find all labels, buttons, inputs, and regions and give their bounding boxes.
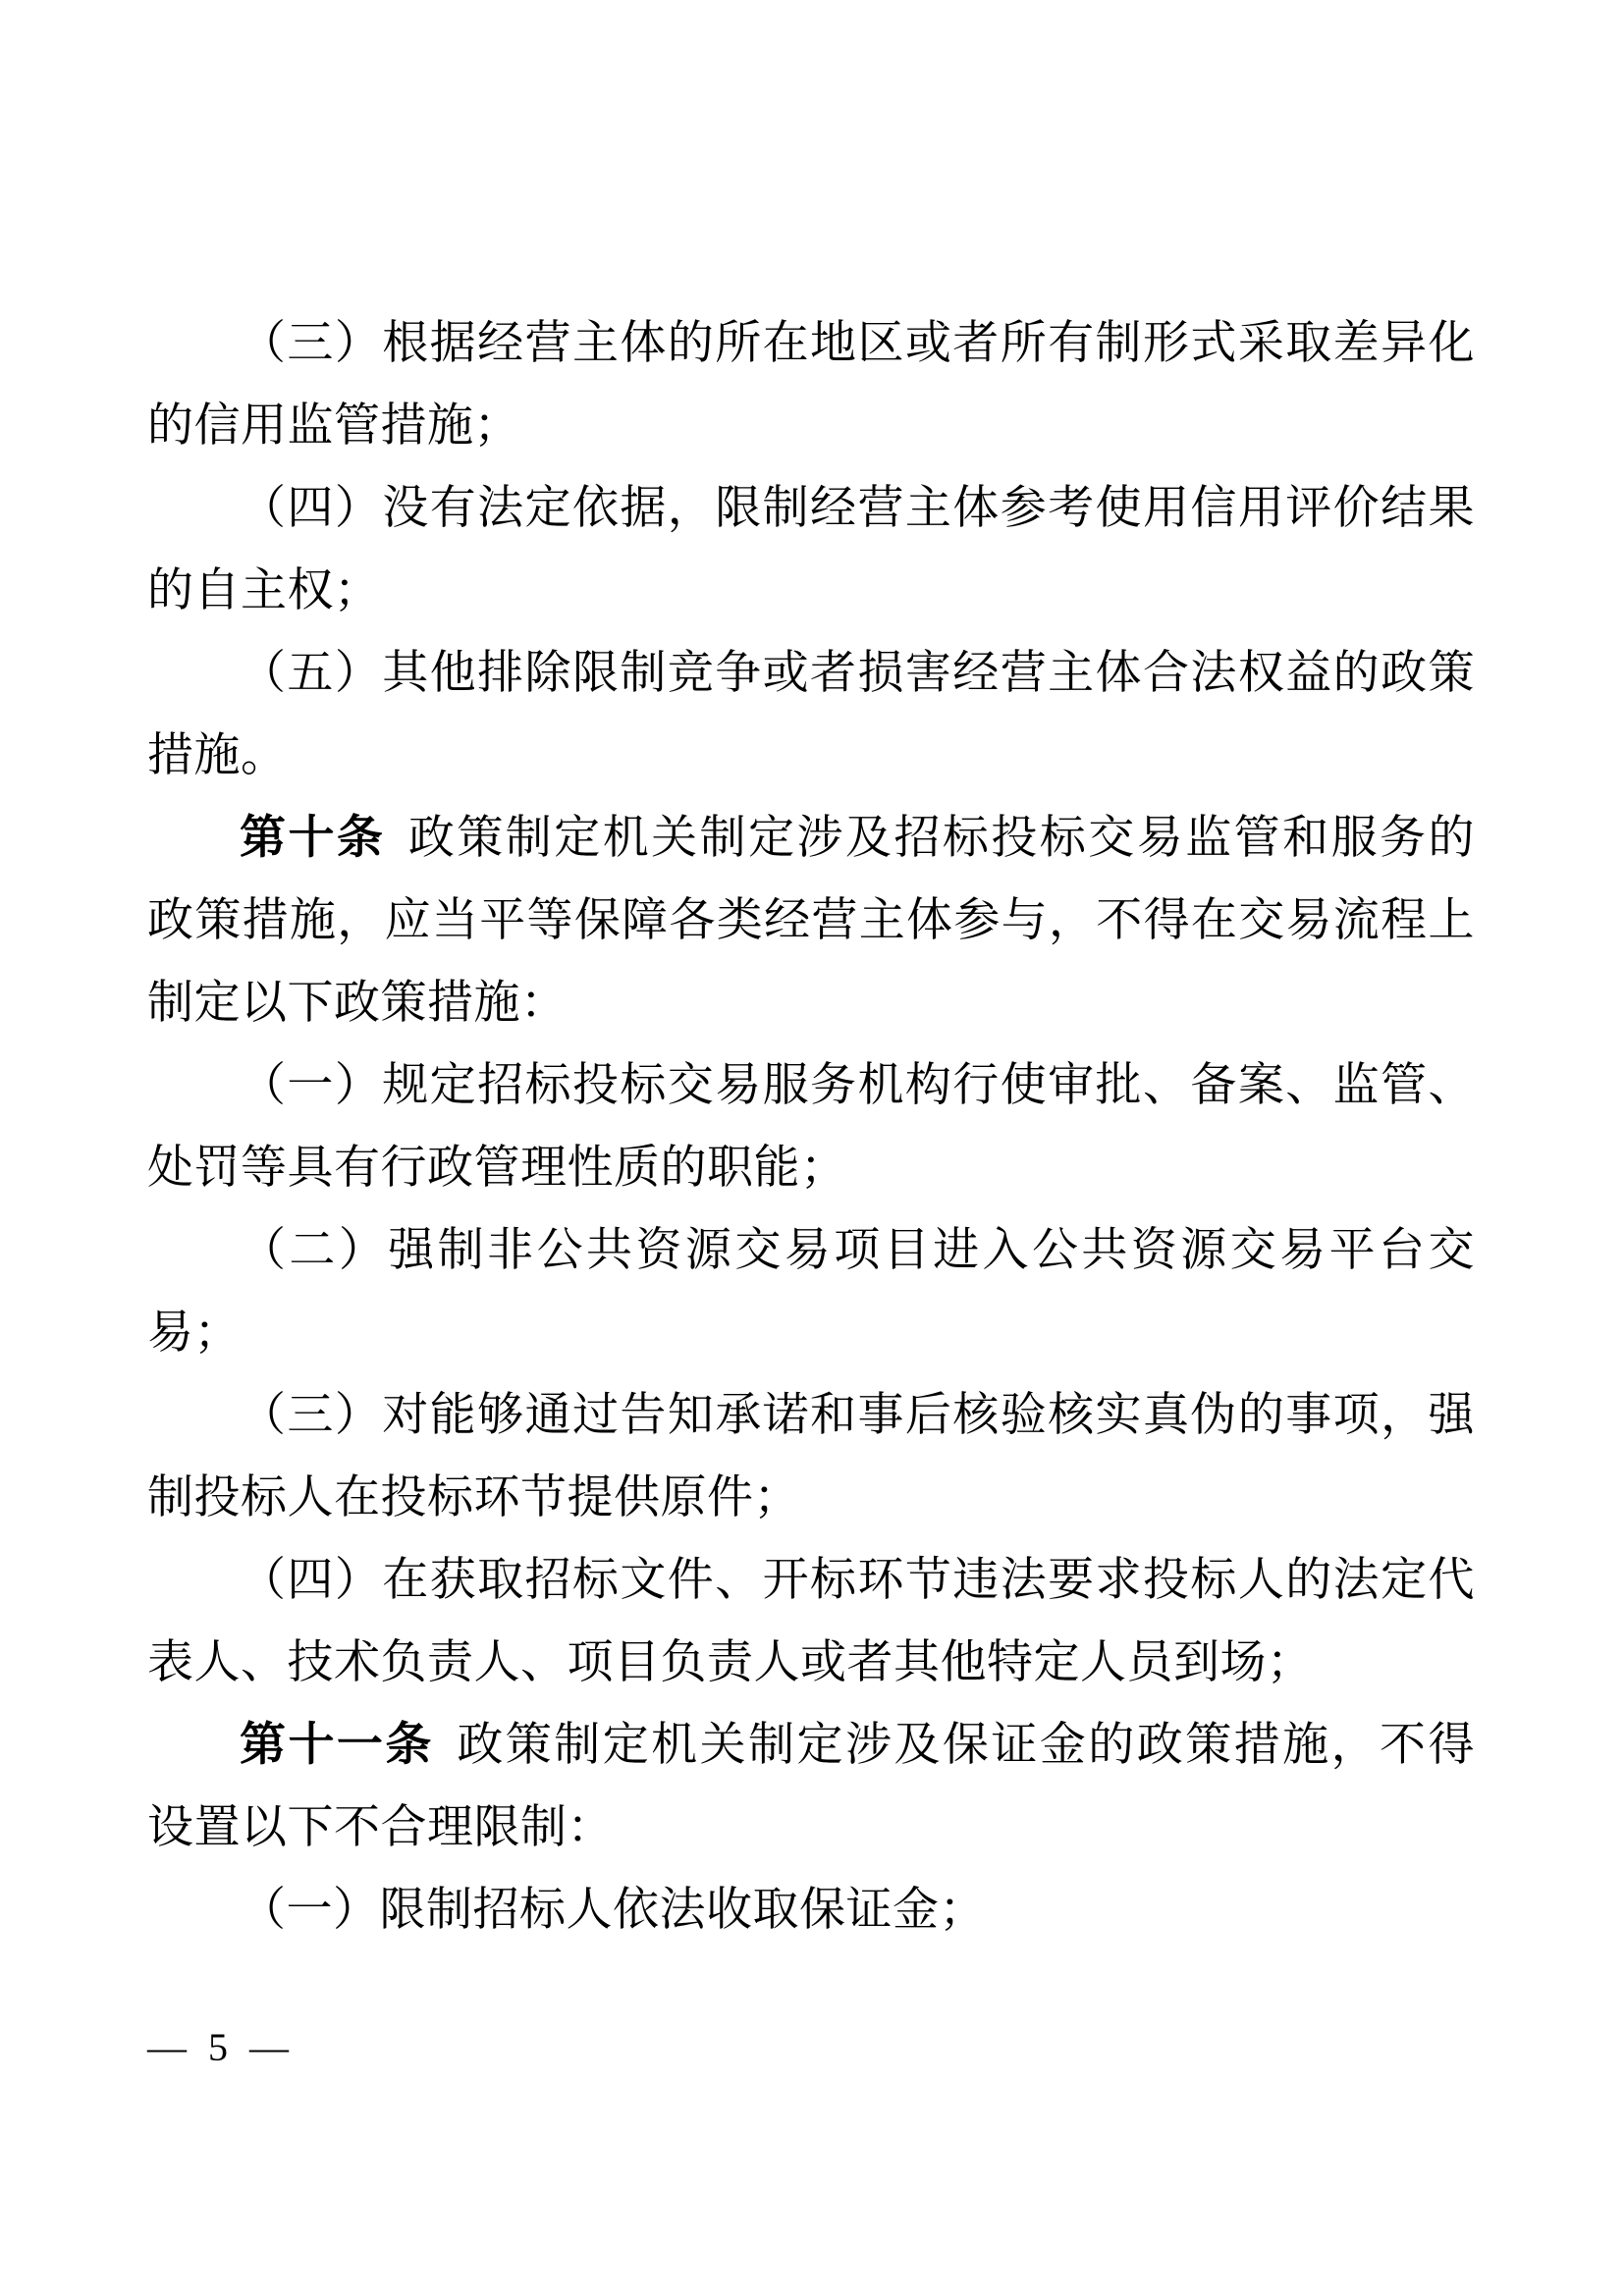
- paragraph-text: （二）强制非公共资源交易项目进入公共资源交易平台交易；: [147, 1225, 1475, 1359]
- paragraph-text: （四）没有法定依据，限制经营主体参考使用信用评价结果的自主权；: [147, 483, 1475, 616]
- paragraph-text: 政策制定机关制定涉及招标投标交易监管和服务的政策措施，应当平等保障各类经营主体参与，不得在交易流程上制定以下政策措施：: [147, 813, 1475, 1029]
- article-10-clause-2: [147, 1209, 1475, 1374]
- article-10-clause-1: [147, 1044, 1475, 1209]
- article-10-clause-4: [147, 1539, 1475, 1704]
- article-10: [147, 797, 1475, 1044]
- article-number: 第十条: [240, 813, 386, 864]
- paragraph-text: （三）根据经营主体的所在地区或者所有制形式采取差异化的信用监管措施；: [147, 318, 1475, 452]
- clause-3-credit-supervision: [147, 302, 1475, 467]
- paragraph-text: 政策制定机关制定涉及保证金的政策措施，不得设置以下不合理限制：: [147, 1720, 1476, 1853]
- article-11: [147, 1704, 1475, 1869]
- paragraph-text: （一）规定招标投标交易服务机构行使审批、备案、监管、处罚等具有行政管理性质的职能；: [147, 1060, 1475, 1194]
- article-number: 第十一条: [240, 1720, 434, 1771]
- clause-4-credit-evaluation: [147, 467, 1475, 632]
- paragraph-text: （四）在获取招标文件、开标环节违法要求投标人的法定代表人、技术负责人、项目负责人或者其他特定人员到场；: [147, 1555, 1475, 1688]
- paragraph-text: （一）限制招标人依法收取保证金；: [240, 1885, 986, 1936]
- paragraph-text: （五）其他排除限制竞争或者损害经营主体合法权益的政策措施。: [147, 648, 1475, 781]
- paragraph-text: （三）对能够通过告知承诺和事后核验核实真伪的事项，强制投标人在投标环节提供原件；: [147, 1390, 1475, 1523]
- page-number: — 5 —: [147, 2025, 295, 2069]
- clause-5-other-measures: [147, 632, 1475, 797]
- article-10-clause-3: [147, 1374, 1475, 1539]
- article-11-clause-1: [147, 1869, 1475, 1951]
- document-body: [147, 302, 1475, 1951]
